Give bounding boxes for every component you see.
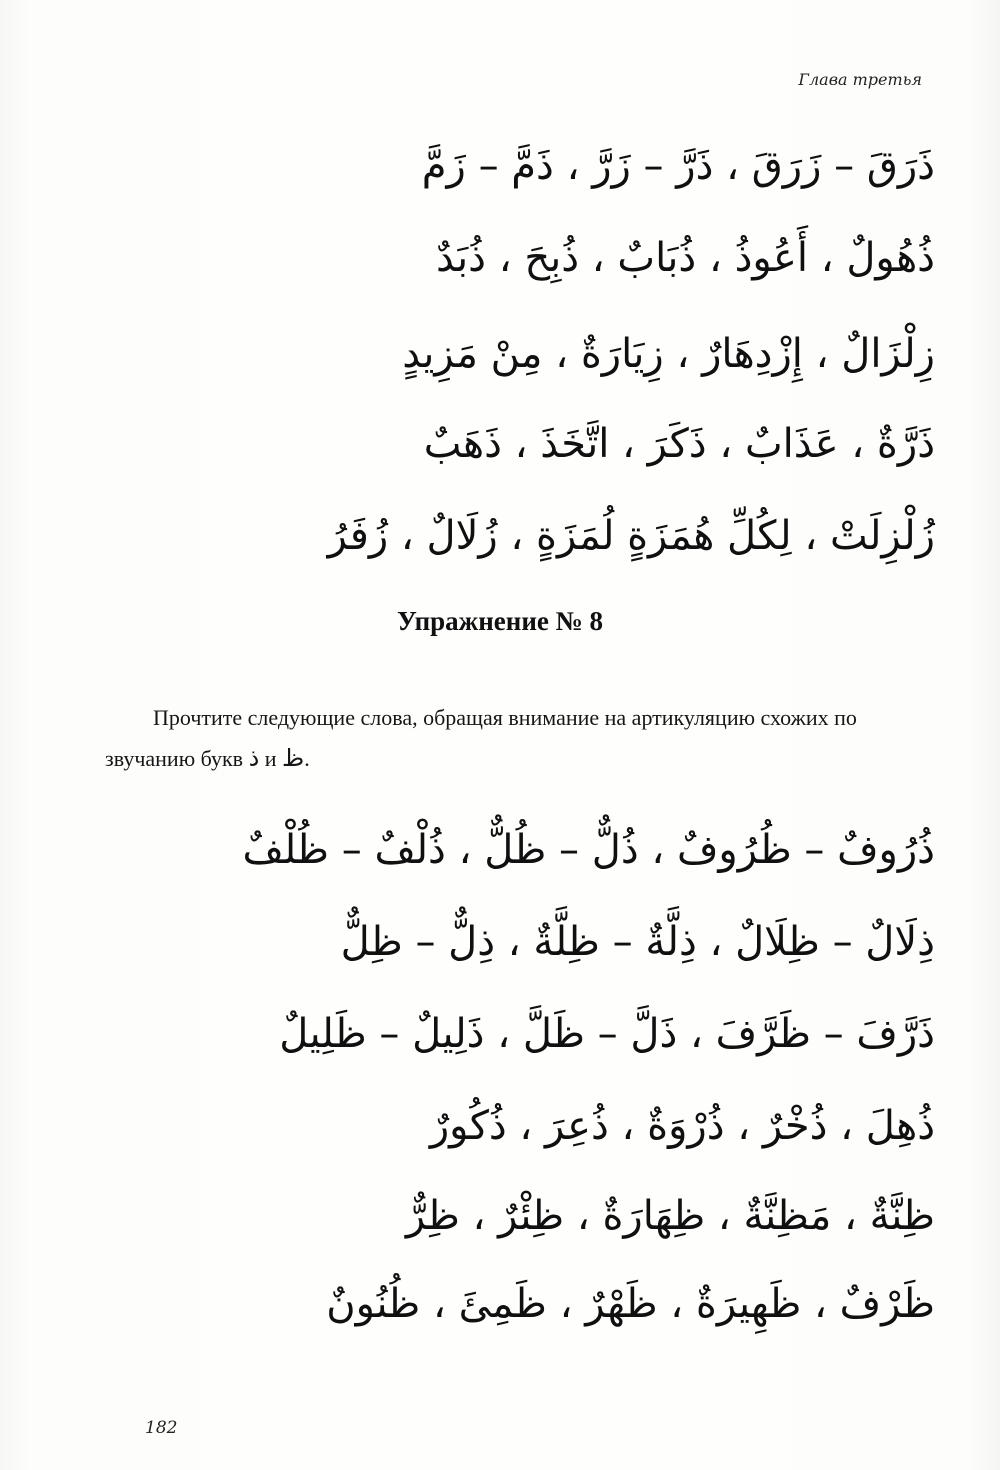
running-head: Глава третья (798, 70, 922, 89)
arabic-line: زُلْزِلَتْ ، لِكُلِّ هُمَزَةٍ لُمَزَةٍ ، زُلَالٌ ، زُفَرُ (327, 513, 935, 559)
instruction-conjunction: и (259, 746, 283, 771)
arabic-line: ذَرَّةٌ ، عَذَابٌ ، ذَكَرَ ، اتَّخَذَ ، ذَهَبٌ (423, 421, 935, 467)
arabic-line: ذُرُوفٌ – ظُرُوفٌ ، ذُلٌّ – ظُلٌّ ، ذُلْفٌ – ظُلْفٌ (242, 827, 935, 873)
arabic-line: ظَرْفٌ ، ظَهِيرَةٌ ، ظَهْرٌ ، ظَمِئَ ، ظُنُونٌ (326, 1281, 935, 1327)
arabic-line: ظِنَّةٌ ، مَظِنَّةٌ ، ظِهَارَةٌ ، ظِئْرٌ ، ظِرٌّ (405, 1193, 935, 1239)
arabic-line: ذَرَقَ – زَرَقَ ، ذَرَّ – زَرَّ ، ذَمَّ – زَمَّ (421, 143, 935, 189)
arabic-line: زِلْزَالٌ ، إِزْدِهَارٌ ، زِيَارَةٌ ، مِنْ مَزِيدٍ (402, 331, 935, 377)
arabic-letter-zha: ظ (282, 744, 305, 772)
page-number: 182 (145, 1418, 178, 1438)
arabic-line: ذِلَالٌ – ظِلَالٌ ، ذِلَّةٌ – ظِلَّةٌ ، ذِلٌّ – ظِلٌّ (340, 919, 935, 965)
instruction-period: . (304, 746, 310, 771)
arabic-letter-dhal: ذ (248, 744, 260, 772)
exercise-title: Упражнение № 8 (396, 606, 604, 636)
arabic-line: ذُهُولٌ ، أَعُوذُ ، ذُبَابٌ ، ذُبِحَ ، ذُبَدٌ (436, 235, 935, 281)
arabic-line: ذَرَّفَ – ظَرَّفَ ، ذَلَّ – ظَلَّ ، ذَلِيلٌ – ظَلِيلٌ (279, 1011, 935, 1057)
arabic-line: ذُهِلَ ، ذُخْرٌ ، ذُرْوَةٌ ، ذُعِرَ ، ذُكُورٌ (429, 1103, 935, 1149)
instruction-text: Прочтите следующие слова, обращая внимание на артикуляцию схожих по звучанию букв (105, 705, 857, 771)
exercise-instruction (105, 698, 933, 779)
